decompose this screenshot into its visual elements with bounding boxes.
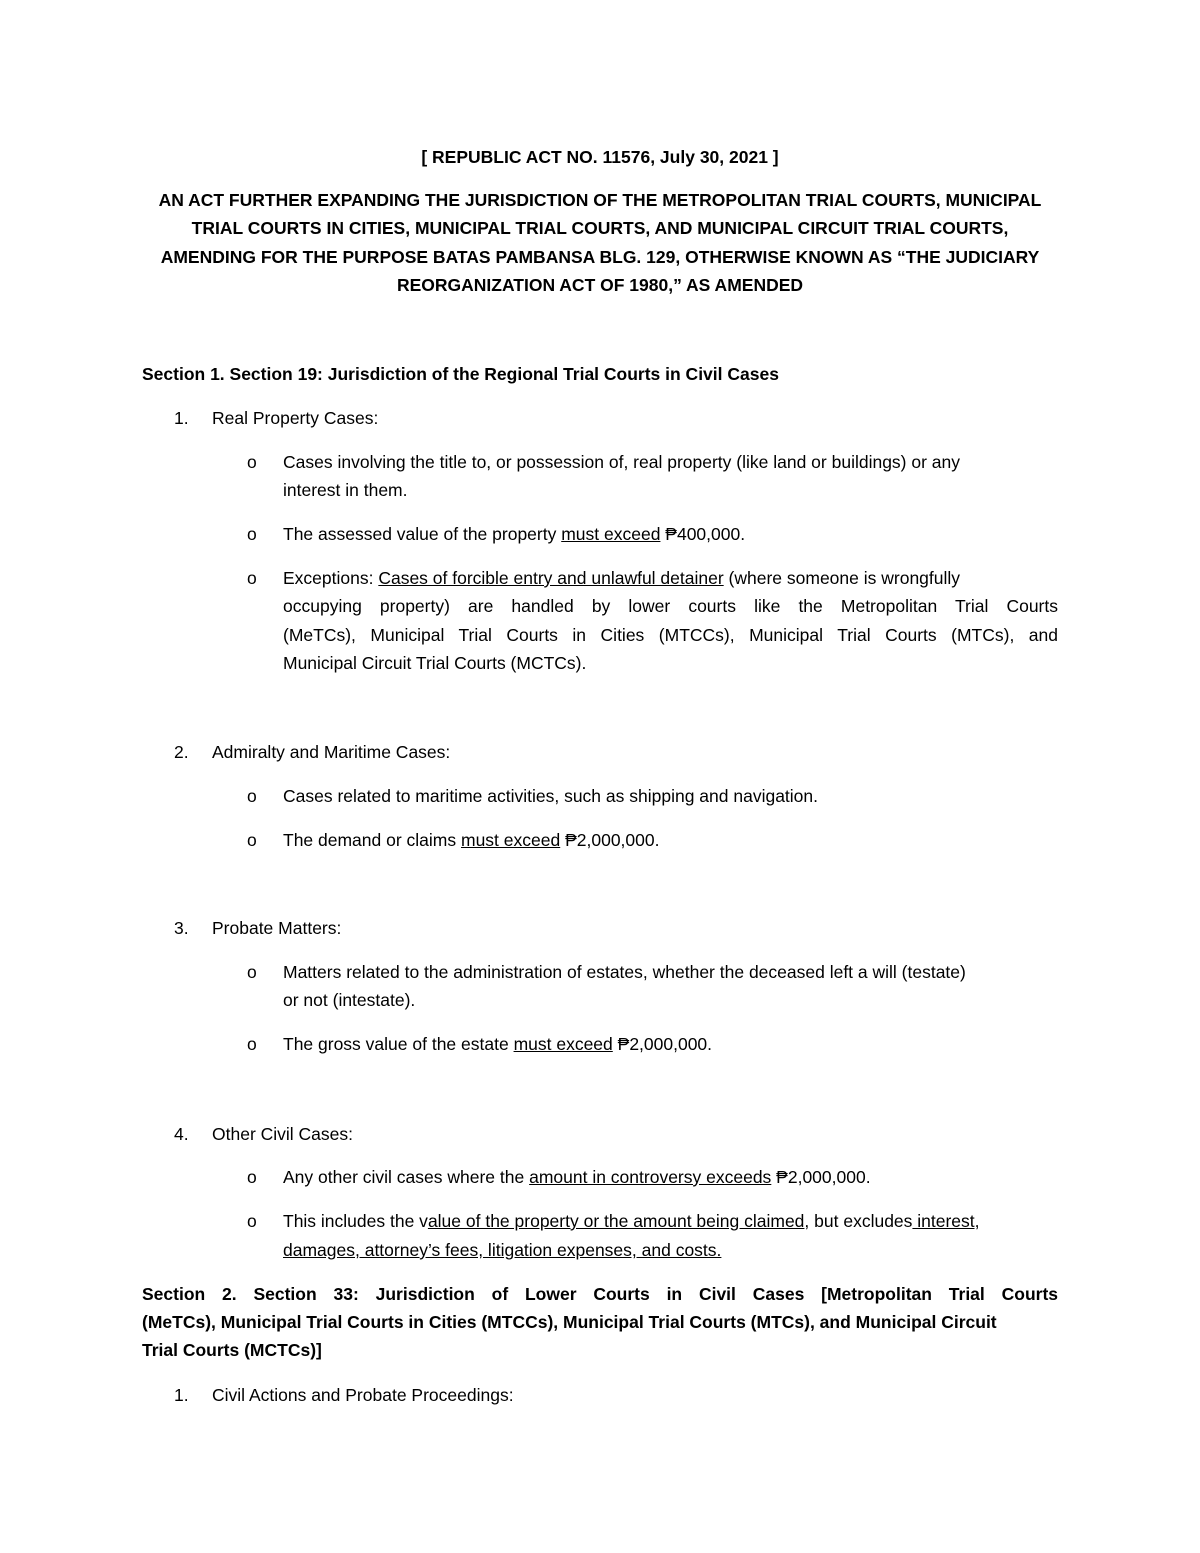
section-1-heading: Section 1. Section 19: Jurisdiction of the Regional Trial Courts in Civil Cases (142, 364, 779, 384)
list-item-label: Probate Matters: (212, 918, 342, 938)
bullet-text: The demand or claims must exceed ₱2,000,000. (283, 830, 660, 850)
list-item-label: Other Civil Cases: (212, 1124, 354, 1144)
list-item-number: 1. (174, 408, 189, 428)
bullet-icon: o (247, 962, 257, 982)
bullet-text: Cases related to maritime activities, such as shipping and navigation. (283, 786, 818, 806)
list-item-label: Civil Actions and Probate Proceedings: (212, 1385, 514, 1405)
bullet-text-cont: (MeTCs), Municipal Trial Courts in Cities (MTCCs), Municipal Trial Courts (MTCs), and (283, 625, 1058, 645)
section-2-heading-line-2: (MeTCs), Municipal Trial Courts in Cities (MTCCs), Municipal Trial Courts (MTCs), and Municipal Circuit (142, 1312, 997, 1332)
underlined-phrase: must exceed (513, 1034, 613, 1054)
list-item-number: 1. (174, 1385, 189, 1405)
bullet-text: This includes the value of the property or the amount being claimed, but excludes interest, (283, 1211, 980, 1231)
underlined-phrase: must exceed (461, 830, 561, 850)
list-item-label: Admiralty and Maritime Cases: (212, 742, 451, 762)
bullet-icon: o (247, 452, 257, 472)
bullet-icon: o (247, 1167, 257, 1187)
act-title-line-3: AMENDING FOR THE PURPOSE BATAS PAMBANSA BLG. 129, OTHERWISE KNOWN AS “THE JUDICIARY (160, 247, 1040, 267)
act-number-line: [ REPUBLIC ACT NO. 11576, July 30, 2021 ] (421, 147, 779, 167)
bullet-icon: o (247, 1034, 257, 1054)
underlined-phrase: interest, (912, 1211, 980, 1231)
act-title-line-4: REORGANIZATION ACT OF 1980,” AS AMENDED (396, 275, 804, 295)
underlined-phrase: amount in controversy exceeds (529, 1167, 772, 1187)
act-title-line-2: TRIAL COURTS IN CITIES, MUNICIPAL TRIAL COURTS, AND MUNICIPAL CIRCUIT TRIAL COURTS, (191, 218, 1009, 238)
bullet-icon: o (247, 830, 257, 850)
list-item-number: 3. (174, 918, 189, 938)
act-title-line-1: AN ACT FURTHER EXPANDING THE JURISDICTION OF THE METROPOLITAN TRIAL COURTS, MUNICIPAL (158, 190, 1042, 210)
bullet-text: Matters related to the administration of estates, whether the deceased left a will (testate) (283, 962, 966, 982)
section-2-heading-line-3: Trial Courts (MCTCs)] (142, 1340, 322, 1360)
bullet-text: The assessed value of the property must exceed ₱400,000. (283, 524, 746, 544)
bullet-text: The gross value of the estate must exceed ₱2,000,000. (283, 1034, 713, 1054)
bullet-text-cont: interest in them. (283, 480, 408, 500)
bullet-text: Any other civil cases where the amount in controversy exceeds ₱2,000,000. (283, 1167, 871, 1187)
section-2-heading-line-1: Section 2. Section 33: Jurisdiction of Lower Courts in Civil Cases [Metropolitan Trial Courts (142, 1284, 1058, 1304)
bullet-text-cont: Municipal Circuit Trial Courts (MCTCs). (283, 653, 587, 673)
bullet-icon: o (247, 786, 257, 806)
underlined-phrase: Cases of forcible entry and unlawful detainer (378, 568, 724, 588)
bullet-text: Cases involving the title to, or possession of, real property (like land or buildings) or any (283, 452, 961, 472)
bullet-icon: o (247, 568, 257, 588)
list-item-label: Real Property Cases: (212, 408, 379, 428)
bullet-text-cont: or not (intestate). (283, 990, 416, 1010)
bullet-text: Exceptions: Cases of forcible entry and unlawful detainer (where someone is wrongfully (283, 568, 961, 588)
underlined-phrase: alue of the property or the amount being claimed (427, 1211, 805, 1231)
bullet-text-cont: occupying property) are handled by lower courts like the Metropolitan Trial Courts (283, 596, 1058, 616)
underlined-phrase: damages, attorney’s fees, litigation expenses, and costs. (283, 1240, 722, 1260)
list-item-number: 4. (174, 1124, 189, 1144)
bullet-icon: o (247, 524, 257, 544)
underlined-phrase: must exceed (561, 524, 661, 544)
bullet-text-cont (283, 1236, 721, 1264)
bullet-icon: o (247, 1211, 257, 1231)
list-item-number: 2. (174, 742, 189, 762)
